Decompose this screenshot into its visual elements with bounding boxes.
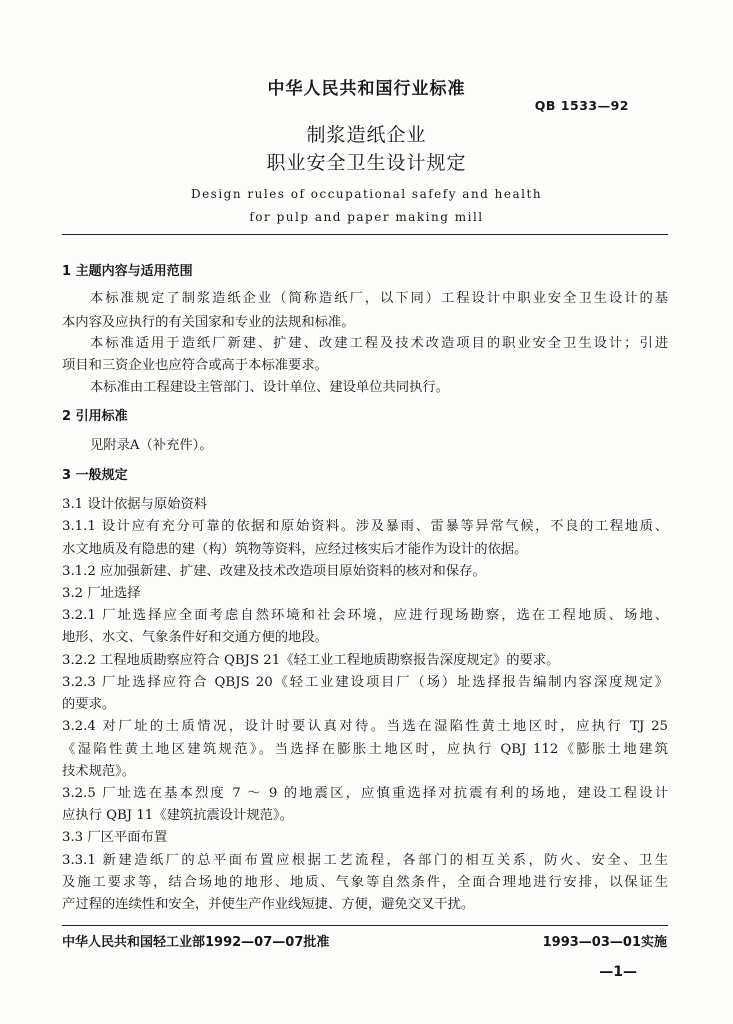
header-divider <box>62 234 668 235</box>
clause-line: 技术规范》。 <box>62 764 136 779</box>
clause-line: 的要求。 <box>62 697 116 712</box>
clause-line: 及施工要求等，结合场地的地形、地质、气象等自然条件，全面合理地进行安排，以保证生 <box>62 875 668 890</box>
footer-divider <box>62 925 668 926</box>
approval-line: 中华人民共和国轻工业部1992—07—07批准 <box>62 935 330 950</box>
section-heading: 1 主题内容与适用范围 <box>62 264 193 279</box>
clause-line: 应执行 QBJ 11《建筑抗震设计规范》。 <box>62 808 293 823</box>
document-title-en-line2: for pulp and paper making mill <box>249 210 484 224</box>
subsection-heading: 3.3 厂区平面布置 <box>62 830 168 845</box>
paragraph-line: 项目和三资企业也应符合或高于本标准要求。 <box>62 358 328 373</box>
paragraph-line: 本内容及应执行的有关国家和专业的法规和标准。 <box>62 315 355 330</box>
section-heading: 3 一般规定 <box>62 468 128 483</box>
page-number: —1— <box>599 964 637 980</box>
clause-line: 3.1.1 设计应有充分可靠的依据和原始资料。涉及暴雨、雷暴等异常气候，不良的工程地质、 <box>62 519 668 534</box>
clause-line: 3.2.5 厂址选在基本烈度 7 ～ 9 的地震区，应慎重选择对抗震有利的场地，建设工程设计 <box>62 786 668 801</box>
clause-line: 3.2.1 厂址选择应全面考虑自然环境和社会环境，应进行现场勘察，选在工程地质、场地、 <box>62 608 668 623</box>
clause-line: 产过程的连续性和安全，并使生产作业线短捷、方便，避免交叉干扰。 <box>62 897 475 912</box>
clause-line: 《湿陷性黄土地区建筑规范》。当选择在膨胀土地区时，应执行 QBJ 112《膨胀土地建筑 <box>62 742 668 757</box>
paragraph-line: 本标准规定了制浆造纸企业（简称造纸厂，以下同）工程设计中职业安全卫生设计的基 <box>90 291 668 306</box>
document-title-cn-line1: 制浆造纸企业 <box>306 124 427 146</box>
standard-title: 中华人民共和国行业标准 <box>267 79 466 99</box>
paragraph-line: 本标准适用于造纸厂新建、扩建、改建工程及技术改造项目的职业安全卫生设计；引进 <box>90 336 668 351</box>
paragraph-line: 本标准由工程建设主管部门、设计单位、建设单位共同执行。 <box>90 380 450 395</box>
document-title-en-line1: Design rules of occupational safefy and health <box>190 187 543 201</box>
subsection-heading: 3.2 厂址选择 <box>62 586 141 601</box>
clause-line: 水文地质及有隐患的建（构）筑物等资料，应经过核实后才能作为设计的依据。 <box>62 542 528 557</box>
paragraph-line: 见附录A（补充件）。 <box>90 438 213 453</box>
document-title-cn-line2: 职业安全卫生设计规定 <box>266 152 467 174</box>
clause-line: 3.2.2 工程地质勘察应符合 QBJS 21《轻工业工程地质勘察报告深度规定》的要求。 <box>62 653 560 668</box>
effective-date: 1993—03—01实施 <box>542 935 667 950</box>
clause-line: 3.1.2 应加强新建、扩建、改建及技术改造项目原始资料的核对和保存。 <box>62 564 486 579</box>
section-heading: 2 引用标准 <box>62 409 128 424</box>
clause-line: 3.3.1 新建造纸厂的总平面布置应根据工艺流程，各部门的相互关系，防火、安全、卫生 <box>62 853 668 868</box>
clause-line: 3.2.4 对厂址的土质情况，设计时要认真对待。当选在湿陷性黄土地区时，应执行 TJ 25 <box>62 719 668 734</box>
standard-code: QB 1533—92 <box>534 98 629 113</box>
clause-line: 地形、水文、气象条件好和交通方便的地段。 <box>62 630 328 645</box>
clause-line: 3.2.3 厂址选择应符合 QBJS 20《轻工业建设项目厂（场）址选择报告编制内容深度规定》 <box>62 675 668 690</box>
subsection-heading: 3.1 设计依据与原始资料 <box>62 497 208 512</box>
